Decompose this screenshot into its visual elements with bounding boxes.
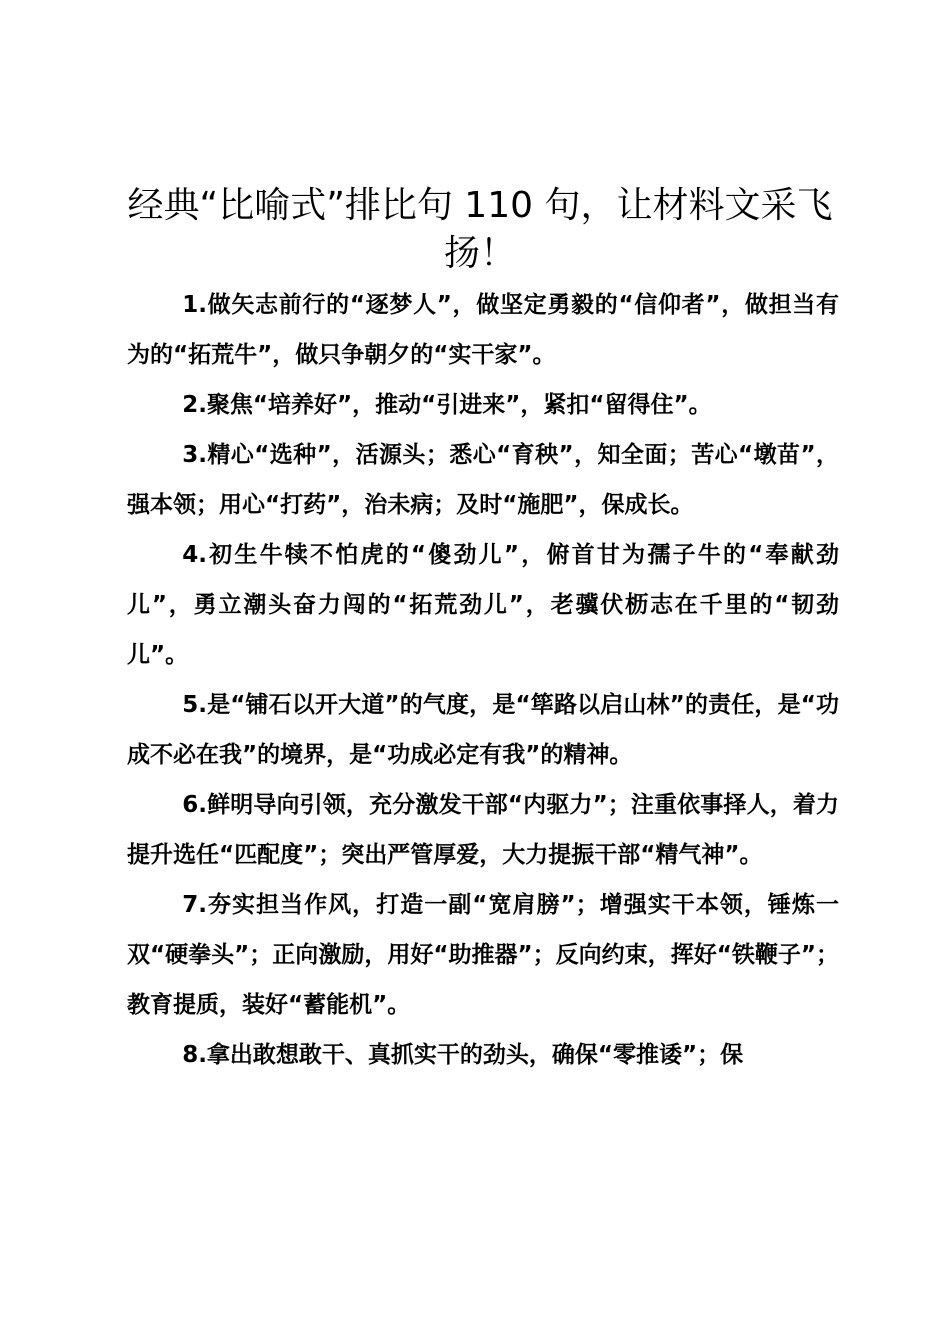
document-title: 经典“比喻式”排比句 110 句，让材料文采飞扬！ <box>127 185 833 274</box>
paragraph-6: 6.鲜明导向引领，充分激发干部“内驱力”；注重依事择人，着力提升选任“匹配度”；突出严管厚爱，大力提振干部“精气神”。 <box>127 792 839 868</box>
paragraph-1: 1.做矢志前行的“逐梦人”，做坚定勇毅的“信仰者”，做担当有为的“拓荒牛”，做只争朝夕的“实干家”。 <box>127 292 839 368</box>
document-body <box>127 280 839 1080</box>
paragraph-4: 4.初生牛犊不怕虎的“傻劲儿”，俯首甘为孺子牛的“奉献劲儿”，勇立潮头奋力闯的“拓荒劲儿”，老骥伏枥志在千里的“韧劲儿”。 <box>127 542 839 668</box>
paragraph-7: 7.夯实担当作风，打造一副“宽肩膀”；增强实干本领，锤炼一双“硬拳头”；正向激励，用好“助推器”；反向约束，挥好“铁鞭子”；教育提质，装好“蓄能机”。 <box>127 892 839 1018</box>
paragraph-3: 3.精心“选种”，活源头；悉心“育秧”，知全面；苦心“墩苗”，强本领；用心“打药”，治未病；及时“施肥”，保成长。 <box>127 442 839 518</box>
paragraph-2: 2.聚焦“培养好”，推动“引进来”，紧扣“留得住”。 <box>182 392 712 418</box>
paragraph-8: 8.拿出敢想敢干、真抓实干的劲头，确保“零推诿”；保 <box>182 1042 744 1068</box>
paragraph-5: 5.是“铺石以开大道”的气度，是“筚路以启山林”的责任，是“功成不必在我”的境界，是“功成必定有我”的精神。 <box>127 692 839 768</box>
